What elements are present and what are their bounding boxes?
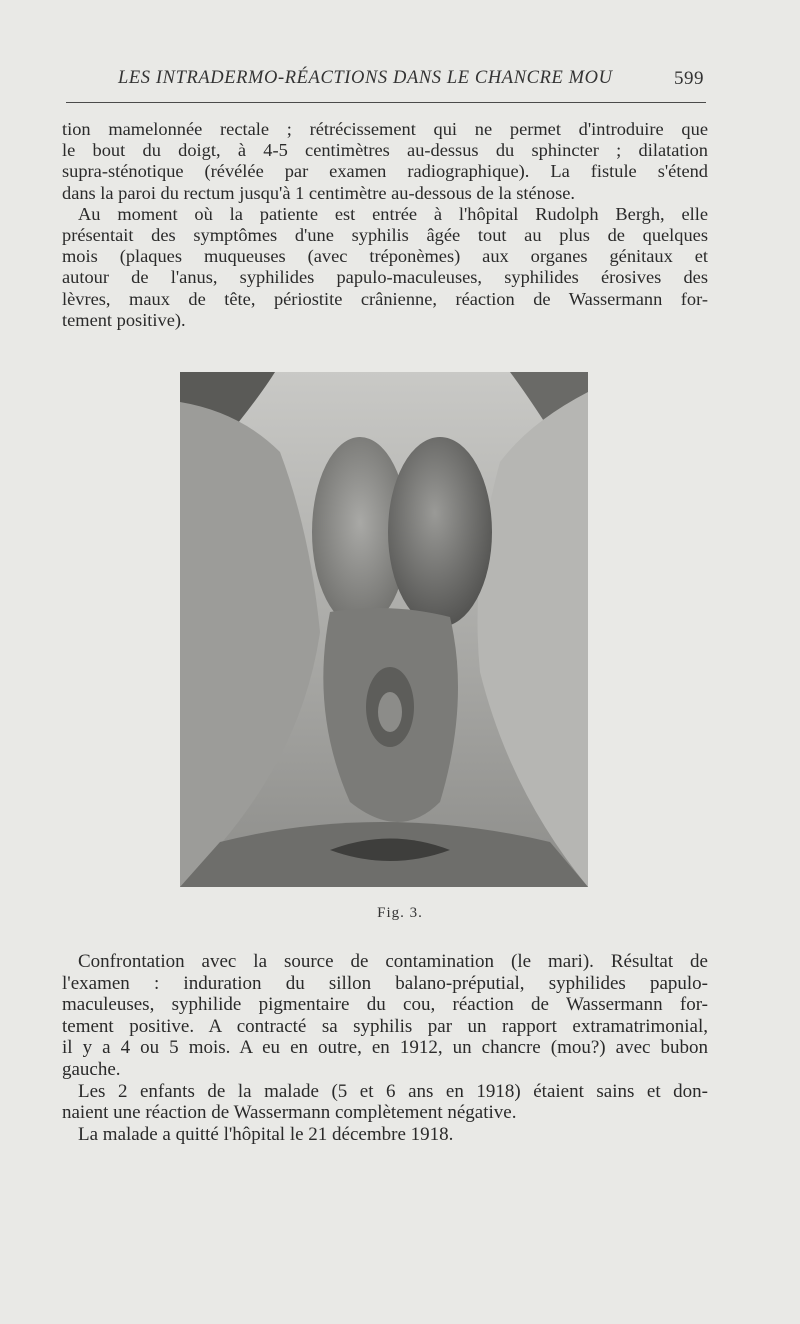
text-line: autour de l'anus, syphilides papulo-maculeuses, syphilides érosives des [62, 267, 708, 288]
text-line: il y a 4 ou 5 mois. A eu en outre, en 1912, un chancre (mou?) avec bubon [62, 1037, 708, 1059]
text-line: supra-sténotique (révélée par examen radiographique). La fistule s'étend [62, 161, 708, 182]
paragraph-block-bottom [62, 951, 708, 1145]
text-line: lèvres, maux de tête, périostite crânienne, réaction de Wassermann for- [62, 288, 708, 309]
text-line: tement positive. A contracté sa syphilis par un rapport extramatrimonial, [62, 1015, 708, 1037]
photograph-illustration [180, 372, 588, 887]
running-head [62, 68, 708, 96]
text-line: l'examen : induration du sillon balano-préputial, syphilides papulo- [62, 972, 708, 994]
text-line: maculeuses, syphilide pigmentaire du cou, réaction de Wassermann for- [62, 994, 708, 1016]
text-line: Au moment où la patiente est entrée à l'hôpital Rudolph Bergh, elle [78, 203, 708, 224]
header-rule [66, 102, 706, 103]
text-line: mois (plaques muqueuses (avec tréponèmes) aux organes génitaux et [62, 246, 708, 267]
text-line: tion mamelonnée rectale ; rétrécissement qui ne permet d'introduire que [62, 119, 708, 139]
clinical-photograph [180, 372, 588, 887]
text-line: gauche. [62, 1058, 121, 1080]
text-line: Confrontation avec la source de contamination (le mari). Résultat de [78, 951, 708, 972]
running-title: LES INTRADERMO-RÉACTIONS DANS LE CHANCRE MOU [118, 68, 613, 88]
text-line: La malade a quitté l'hôpital le 21 décembre 1918. [78, 1123, 454, 1145]
page-number: 599 [674, 68, 704, 89]
text-line: dans la paroi du rectum jusqu'à 1 centimètre au-dessous de la sténose. [62, 182, 575, 203]
text-line: naient une réaction de Wassermann complètement négative. [62, 1102, 517, 1124]
figure-caption: Fig. 3. [377, 905, 423, 921]
text-line: tement positive). [62, 309, 186, 330]
text-line: le bout du doigt, à 4-5 centimètres au-dessus du sphincter ; dilatation [62, 140, 708, 161]
text-line: Les 2 enfants de la malade (5 et 6 ans en 1918) étaient sains et don- [78, 1080, 708, 1102]
text-line: présentait des symptômes d'une syphilis âgée tout au plus de quelques [62, 224, 708, 245]
paragraph-block-top [62, 119, 708, 331]
